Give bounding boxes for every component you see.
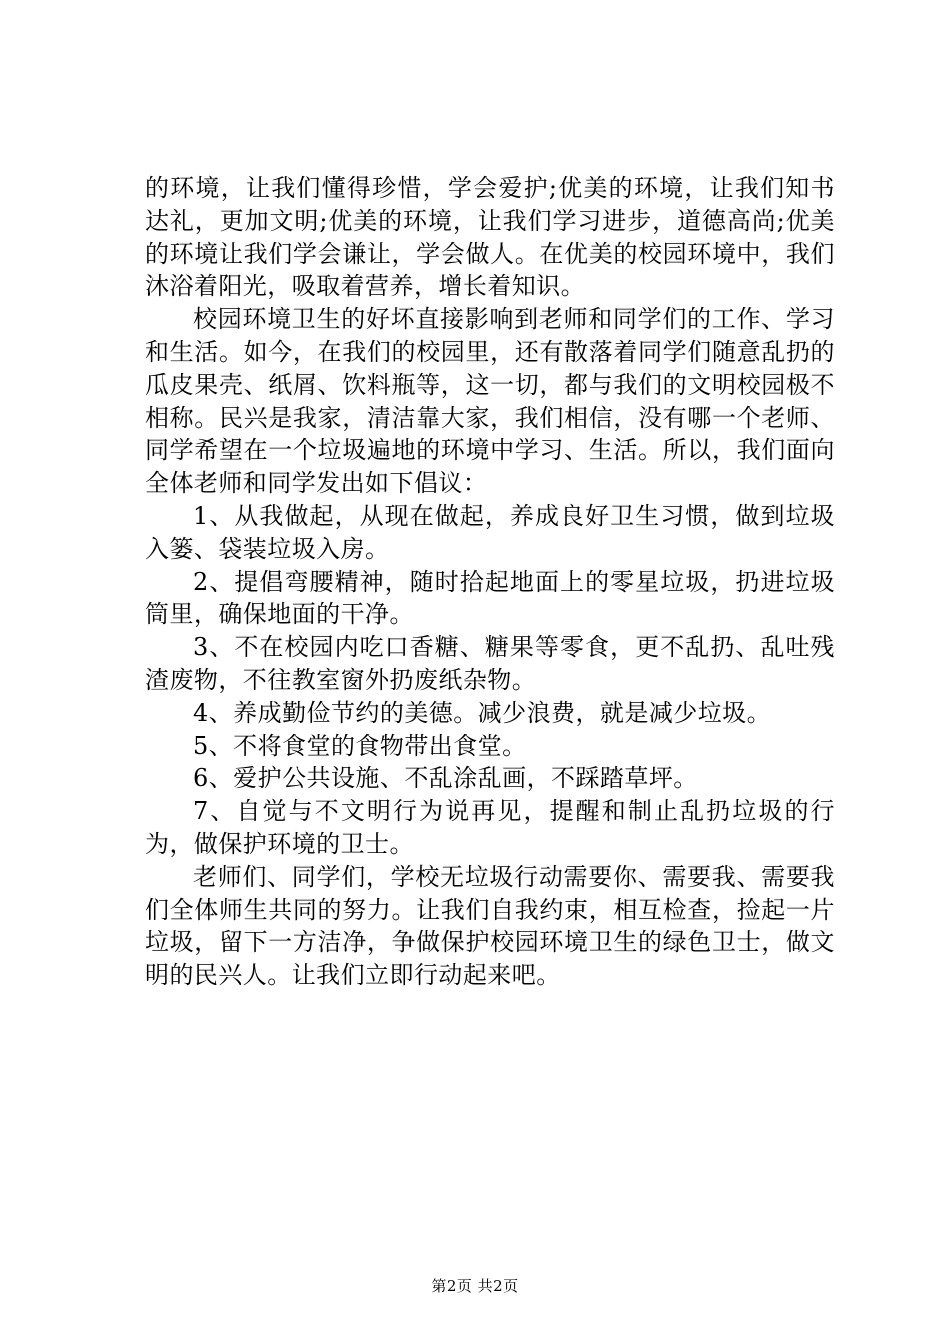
paragraph-continuation: 的环境，让我们懂得珍惜，学会爱护;优美的环境，让我们知书达礼，更加文明;优美的环境，让我们学习进步，道德高尚;优美的环境让我们学会谦让，学会做人。在优美的校园环境中，我们沐浴着阳光，吸取着营养，增长着知识。 [145, 174, 835, 301]
paragraph-closing: 老师们、同学们，学校无垃圾行动需要你、需要我、需要我们全体师生共同的努力。让我们自我约束，相互检查，捡起一片垃圾，留下一方洁净，争做保护校园环境卫生的绿色卫士，做文明的民兴人。让我们立即行动起来吧。 [145, 862, 835, 990]
proposal-item-4: 4、养成勤俭节约的美德。减少浪费，就是减少垃圾。 [193, 698, 772, 727]
proposal-item-7: 7、自觉与不文明行为说再见，提醒和制止乱扔垃圾的行为，做保护环境的卫士。 [145, 797, 835, 858]
proposal-item-5: 5、不将食堂的食物带出食堂。 [193, 731, 527, 760]
proposal-item-1: 1、从我做起，从现在做起，养成良好卫生习惯，做到垃圾入篓、袋装垃圾入房。 [145, 501, 835, 563]
paragraph-intro: 校园环境卫生的好坏直接影响到老师和同学们的工作、学习和生活。如今，在我们的校园里，还有散落着同学们随意乱扔的瓜皮果壳、纸屑、饮料瓶等，这一切，都与我们的文明校园极不相称。民兴是我家，清洁靠大家，我们相信，没有哪一个老师、同学希望在一个垃圾遍地的环境中学习、生活。所以，我们面向全体老师和同学发出如下倡议： [145, 305, 835, 498]
proposal-item-2: 2、提倡弯腰精神，随时拾起地面上的零星垃圾，扔进垃圾筒里，确保地面的干净。 [145, 567, 835, 629]
proposal-item-3: 3、不在校园内吃口香糖、糖果等零食，更不乱扔、乱吐残渣废物，不往教室窗外扔废纸杂物。 [145, 633, 835, 694]
proposal-item-6: 6、爱护公共设施、不乱涂乱画，不踩踏草坪。 [193, 764, 698, 793]
page-number-footer: 第2页 共2页 [431, 1277, 519, 1295]
document-body [145, 172, 835, 992]
